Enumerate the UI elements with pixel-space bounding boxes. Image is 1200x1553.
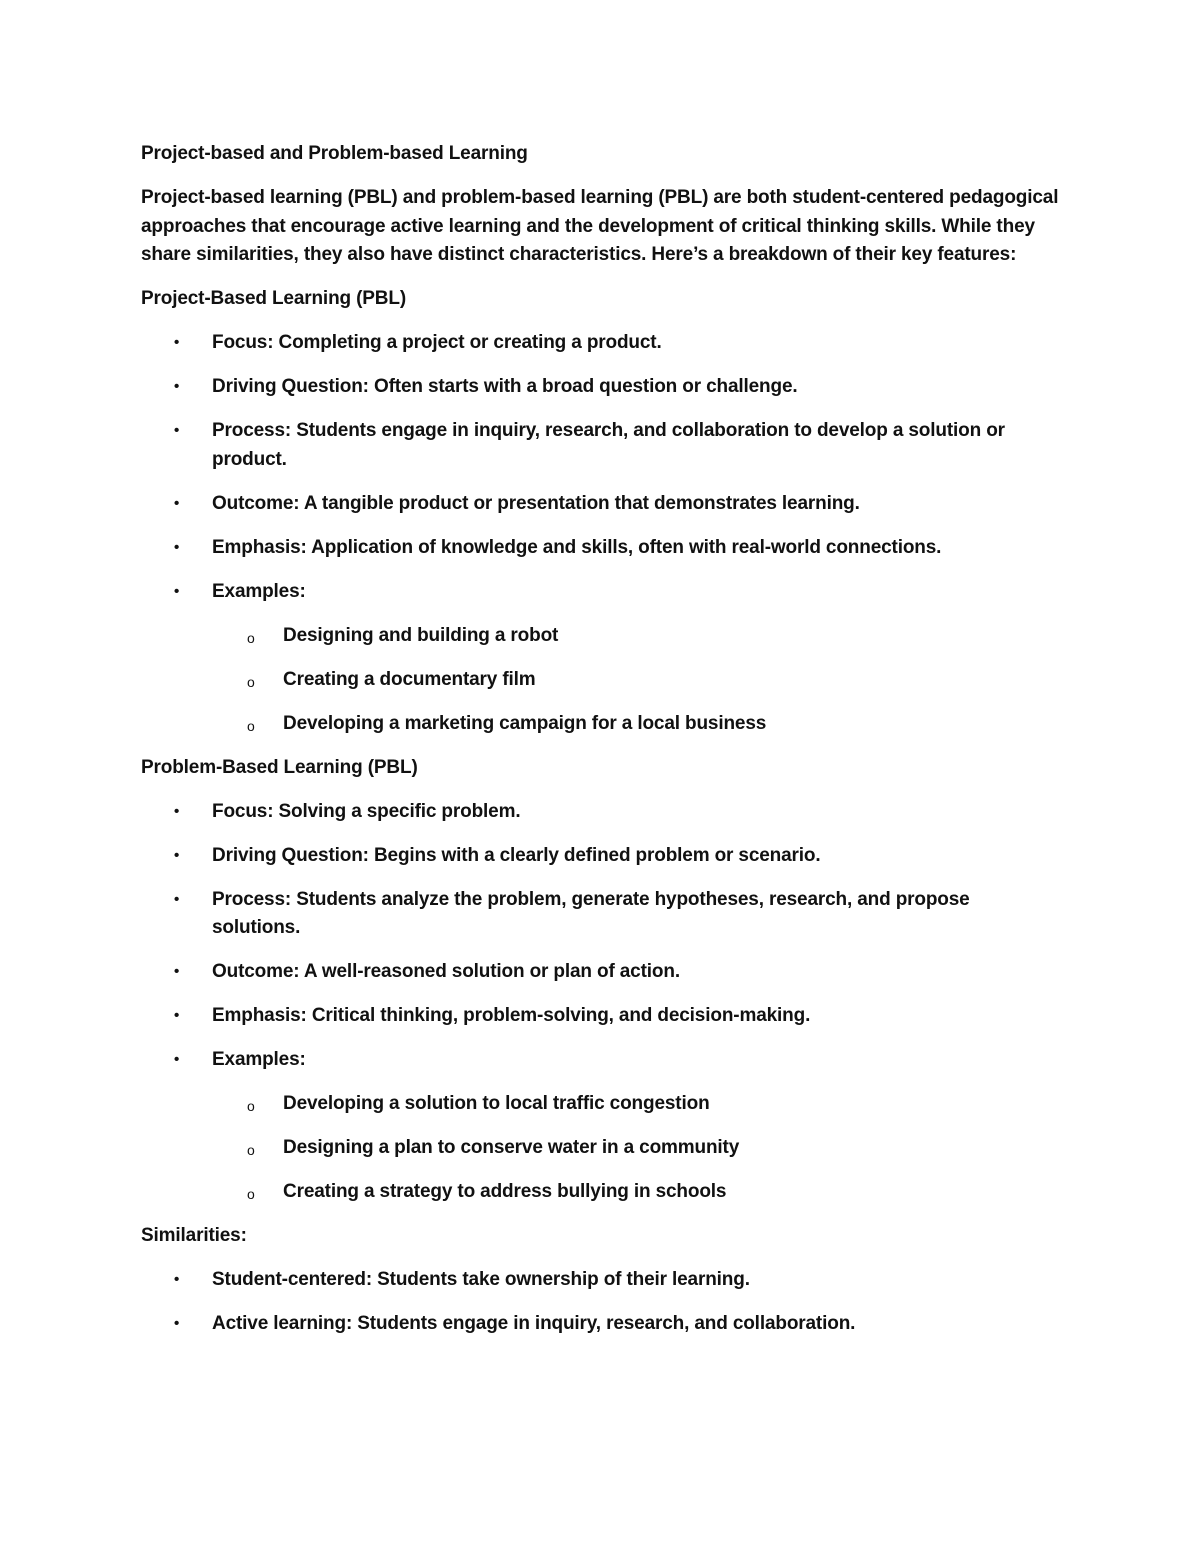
list-item-text: Student-centered: Students take ownership of their learning. xyxy=(212,1269,750,1290)
list-item xyxy=(141,534,1061,563)
document-body xyxy=(141,140,1061,1354)
list-item xyxy=(141,886,1061,943)
bullet-icon: • xyxy=(174,494,180,512)
problem-based-examples xyxy=(141,1090,1061,1207)
example-item xyxy=(141,666,1061,695)
list-item xyxy=(141,1002,1061,1031)
list-item-text: Active learning: Students engage in inquiry, research, and collaboration. xyxy=(212,1313,856,1334)
list-item xyxy=(141,842,1061,871)
list-item-text: Process: Students engage in inquiry, research, and collaboration to develop a solution or product. xyxy=(212,420,1005,470)
bullet-icon: • xyxy=(174,1007,180,1024)
list-item xyxy=(141,417,1061,474)
list-item-text: Examples: xyxy=(212,1049,306,1070)
list-item xyxy=(141,1310,1061,1339)
bullet-icon: • xyxy=(174,422,180,439)
bullet-icon: • xyxy=(174,802,180,820)
list-item-text: Process: Students analyze the problem, generate hypotheses, research, and propose solutions. xyxy=(212,888,970,938)
example-text: Developing a marketing campaign for a local business xyxy=(283,712,767,734)
bullet-icon: • xyxy=(174,846,180,864)
project-based-examples xyxy=(141,622,1061,739)
example-text: Designing and building a robot xyxy=(283,624,559,646)
list-item xyxy=(141,958,1061,987)
list-item xyxy=(141,1266,1061,1295)
problem-based-list xyxy=(141,798,1061,1075)
sub-bullet-icon: o xyxy=(247,717,255,734)
example-item xyxy=(141,710,1061,739)
list-item-text: Driving Question: Often starts with a broad question or challenge. xyxy=(212,376,798,397)
example-text: Creating a documentary film xyxy=(283,668,536,690)
example-item xyxy=(141,1178,1061,1207)
list-item-text: Emphasis: Application of knowledge and skills, often with real-world connections. xyxy=(212,536,942,558)
bullet-icon: • xyxy=(174,334,180,351)
list-item-text: Driving Question: Begins with a clearly defined problem or scenario. xyxy=(212,844,821,866)
bullet-icon: • xyxy=(174,538,180,556)
list-item-text: Emphasis: Critical thinking, problem-solving, and decision-making. xyxy=(212,1005,811,1026)
list-item xyxy=(141,798,1061,827)
example-text: Creating a strategy to address bullying in schools xyxy=(283,1181,727,1202)
bullet-icon: • xyxy=(174,1315,180,1332)
list-item-text: Examples: xyxy=(212,580,306,602)
section-heading-problem-based: Problem-Based Learning (PBL) xyxy=(141,756,418,778)
bullet-icon: • xyxy=(174,1271,180,1288)
project-based-list xyxy=(141,329,1061,606)
example-text: Developing a solution to local traffic congestion xyxy=(283,1093,710,1114)
list-item xyxy=(141,490,1061,519)
list-item-text: Outcome: A tangible product or presentation that demonstrates learning. xyxy=(212,492,860,514)
list-item-text: Outcome: A well-reasoned solution or plan of action. xyxy=(212,961,680,982)
sub-bullet-icon: o xyxy=(247,673,255,690)
list-item-text: Focus: Solving a specific problem. xyxy=(212,800,521,822)
list-item xyxy=(141,578,1061,607)
document-title: Project-based and Problem-based Learning xyxy=(141,143,528,164)
similarities-list xyxy=(141,1266,1061,1339)
sub-bullet-icon: o xyxy=(247,1186,255,1202)
section-heading-similarities: Similarities: xyxy=(141,1225,247,1246)
bullet-icon: • xyxy=(174,378,180,395)
list-item xyxy=(141,329,1061,358)
list-item-text: Focus: Completing a project or creating a product. xyxy=(212,332,662,353)
bullet-icon: • xyxy=(174,963,180,980)
bullet-icon: • xyxy=(174,890,180,908)
example-item xyxy=(141,1090,1061,1119)
sub-bullet-icon: o xyxy=(247,629,255,646)
example-item xyxy=(141,1134,1061,1163)
sub-bullet-icon: o xyxy=(247,1098,255,1114)
list-item xyxy=(141,373,1061,402)
list-item xyxy=(141,1046,1061,1075)
sub-bullet-icon: o xyxy=(247,1142,255,1158)
bullet-icon: • xyxy=(174,1051,180,1068)
intro-paragraph: Project-based learning (PBL) and problem-based learning (PBL) are both student-centered pedagogical approaches that encourage active learning and the development of critical thinking skills. While they share similarities, they also have distinct characteristics. Here’s a breakdown of their key features: xyxy=(141,187,1059,265)
bullet-icon: • xyxy=(174,582,180,600)
example-item xyxy=(141,622,1061,651)
section-heading-project-based: Project-Based Learning (PBL) xyxy=(141,288,407,309)
example-text: Designing a plan to conserve water in a community xyxy=(283,1137,740,1158)
